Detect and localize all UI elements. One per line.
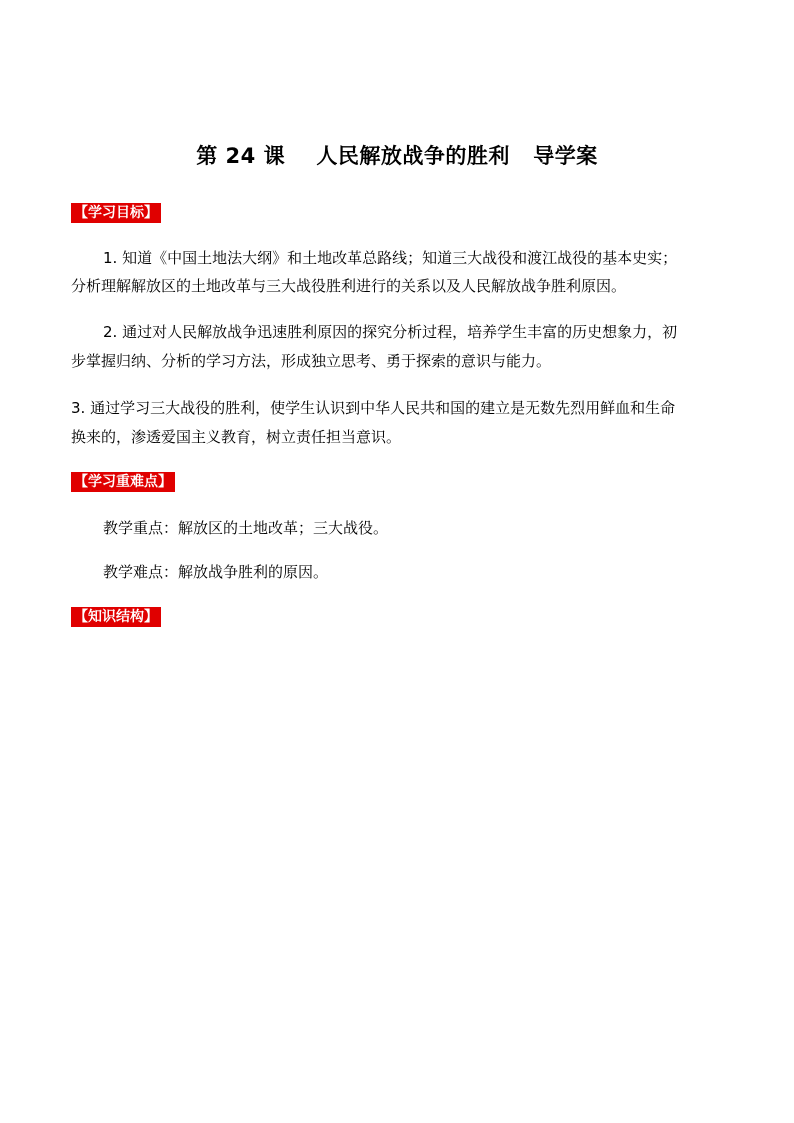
teaching-difficulty: 教学难点：解放战争胜利的原因。 bbox=[103, 563, 329, 581]
goal-2-line-1: 2. 通过对人民解放战争迅速胜利原因的探究分析过程，培养学生丰富的历史想象力，初 bbox=[103, 323, 678, 341]
teaching-focus: 教学重点：解放区的土地改革；三大战役。 bbox=[103, 519, 389, 537]
goal-3-line-1: 3. 通过学习三大战役的胜利，使学生认识到中华人民共和国的建立是无数先烈用鲜血和生命 bbox=[71, 399, 676, 417]
goal-3-line-2: 换来的，渗透爱国主义教育，树立责任担当意识。 bbox=[71, 428, 402, 446]
section-heading-key-points: 【学习重难点】 bbox=[71, 472, 175, 492]
goal-1-line-2: 分析理解解放区的土地改革与三大战役胜利进行的关系以及人民解放战争胜利原因。 bbox=[71, 277, 627, 295]
goal-1-line-1: 1. 知道《中国土地法大纲》和土地改革总路线；知道三大战役和渡江战役的基本史实； bbox=[103, 249, 678, 267]
page-title: 第 24 课 人民解放战争的胜利 导学案 bbox=[196, 144, 598, 168]
section-heading-knowledge-structure: 【知识结构】 bbox=[71, 607, 161, 627]
section-heading-learning-goals: 【学习目标】 bbox=[71, 203, 161, 223]
goal-2-line-2: 步掌握归纳、分析的学习方法，形成独立思考、勇于探索的意识与能力。 bbox=[71, 352, 552, 370]
